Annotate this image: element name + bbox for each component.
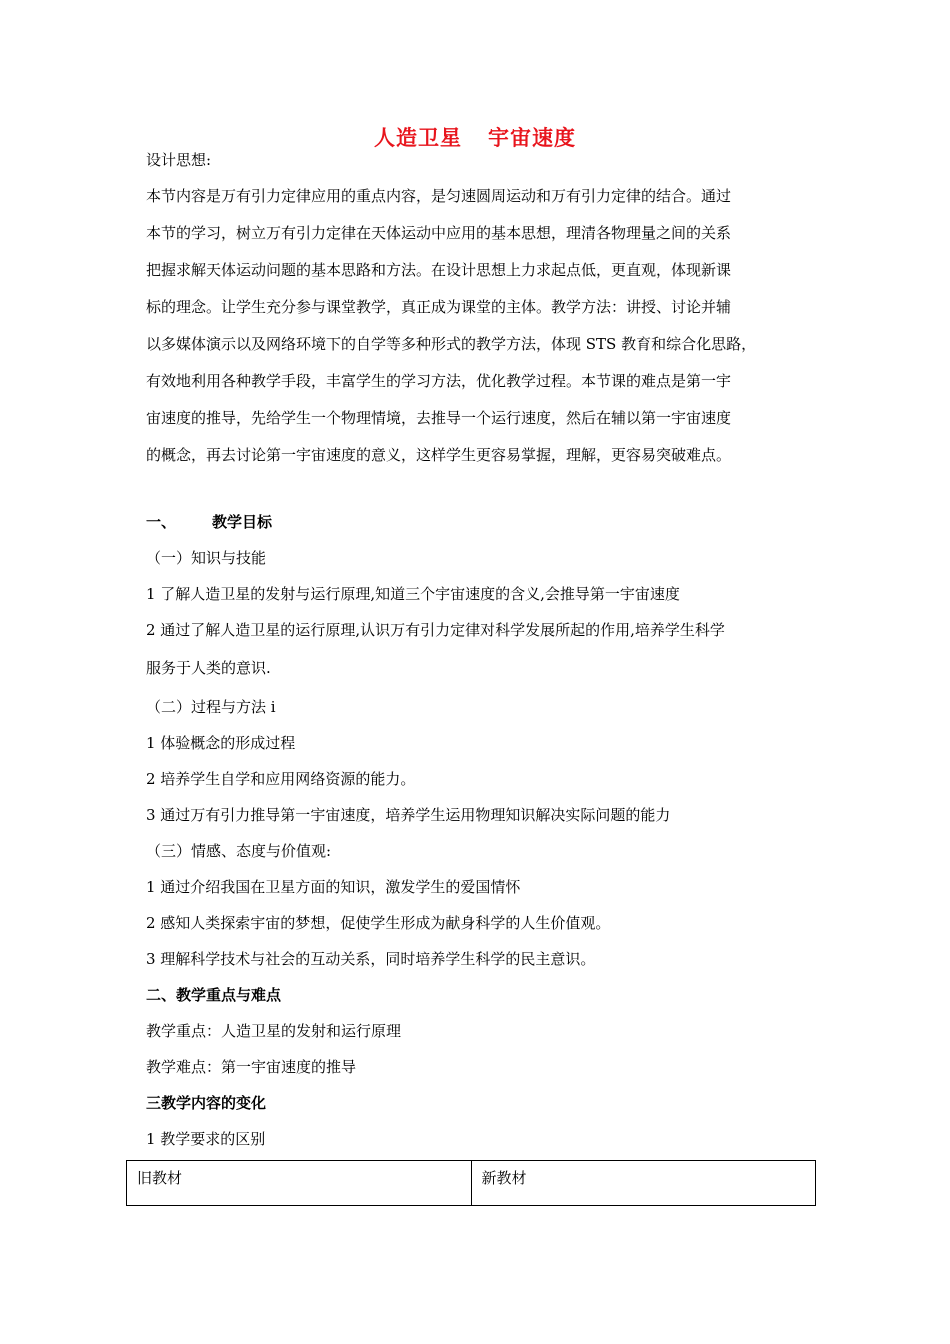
process-item-2: 2 培养学生自学和应用网络资源的能力。 bbox=[146, 770, 416, 788]
title-part-1: 人造卫星 bbox=[374, 126, 462, 150]
table-row bbox=[127, 1161, 816, 1206]
design-line: 标的理念。让学生充分参与课堂教学，真正成为课堂的主体。教学方法：讲授、讨论并辅 bbox=[146, 298, 732, 316]
section-heading-objectives bbox=[146, 512, 272, 532]
design-heading: 设计思想: bbox=[146, 151, 212, 169]
knowledge-item-1: 1 了解人造卫星的发射与运行原理,知道三个宇宙速度的含义,会推导第一宇宙速度 bbox=[146, 585, 680, 603]
table-header-new: 新教材 bbox=[471, 1161, 816, 1206]
title-part-2: 宇宙速度 bbox=[488, 126, 576, 150]
table-header-old: 旧教材 bbox=[127, 1161, 472, 1206]
process-item-1: 1 体验概念的形成过程 bbox=[146, 734, 296, 752]
section-heading-content-changes: 三教学内容的变化 bbox=[146, 1094, 267, 1112]
key-point: 教学重点：人造卫星的发射和运行原理 bbox=[146, 1022, 402, 1040]
design-paragraph bbox=[146, 186, 808, 482]
design-line: 有效地利用各种教学手段，丰富学生的学习方法，优化教学过程。本节课的难点是第一宇 bbox=[146, 372, 732, 390]
section-title: 教学目标 bbox=[212, 513, 273, 531]
design-line: 本节的学习，树立万有引力定律在天体运动中应用的基本思想，理清各物理量之间的关系 bbox=[146, 224, 732, 242]
difficulty-point: 教学难点：第一宇宙速度的推导 bbox=[146, 1058, 357, 1076]
subheading-process: （二）过程与方法 i bbox=[146, 698, 276, 716]
design-line: 把握求解天体运动问题的基本思路和方法。在设计思想上力求起点低，更直观，体现新课 bbox=[146, 261, 732, 279]
page-title bbox=[0, 122, 950, 152]
design-line: 以多媒体演示以及网络环境下的自学等多种形式的教学方法，体现 STS 教育和综合化思路， bbox=[146, 335, 757, 353]
subheading-emotion: （三）情感、态度与价值观: bbox=[146, 842, 332, 860]
subheading-knowledge: （一）知识与技能 bbox=[146, 549, 267, 567]
section-heading-keypoints: 二、教学重点与难点 bbox=[146, 986, 282, 1004]
section-number: 一、 bbox=[146, 513, 177, 531]
design-line: 宙速度的推导，先给学生一个物理情境，去推导一个运行速度，然后在辅以第一宇宙速度 bbox=[146, 409, 732, 427]
comparison-table bbox=[126, 1160, 816, 1206]
design-line: 本节内容是万有引力定律应用的重点内容，是匀速圆周运动和万有引力定律的结合。通过 bbox=[146, 187, 732, 205]
emotion-item-1: 1 通过介绍我国在卫星方面的知识，激发学生的爱国情怀 bbox=[146, 878, 521, 896]
emotion-item-2: 2 感知人类探索宇宙的梦想，促使学生形成为献身科学的人生价值观。 bbox=[146, 914, 611, 932]
emotion-item-3: 3 理解科学技术与社会的互动关系，同时培养学生科学的民主意识。 bbox=[146, 950, 596, 968]
requirement-heading: 1 教学要求的区别 bbox=[146, 1130, 266, 1148]
knowledge-item-2-cont: 服务于人类的意识. bbox=[146, 659, 271, 677]
knowledge-item-2: 2 通过了解人造卫星的运行原理,认识万有引力定律对科学发展所起的作用,培养学生科学 bbox=[146, 621, 725, 639]
design-line: 的概念，再去讨论第一宇宙速度的意义，这样学生更容易掌握，理解，更容易突破难点。 bbox=[146, 446, 732, 464]
process-item-3: 3 通过万有引力推导第一宇宙速度，培养学生运用物理知识解决实际问题的能力 bbox=[146, 806, 671, 824]
